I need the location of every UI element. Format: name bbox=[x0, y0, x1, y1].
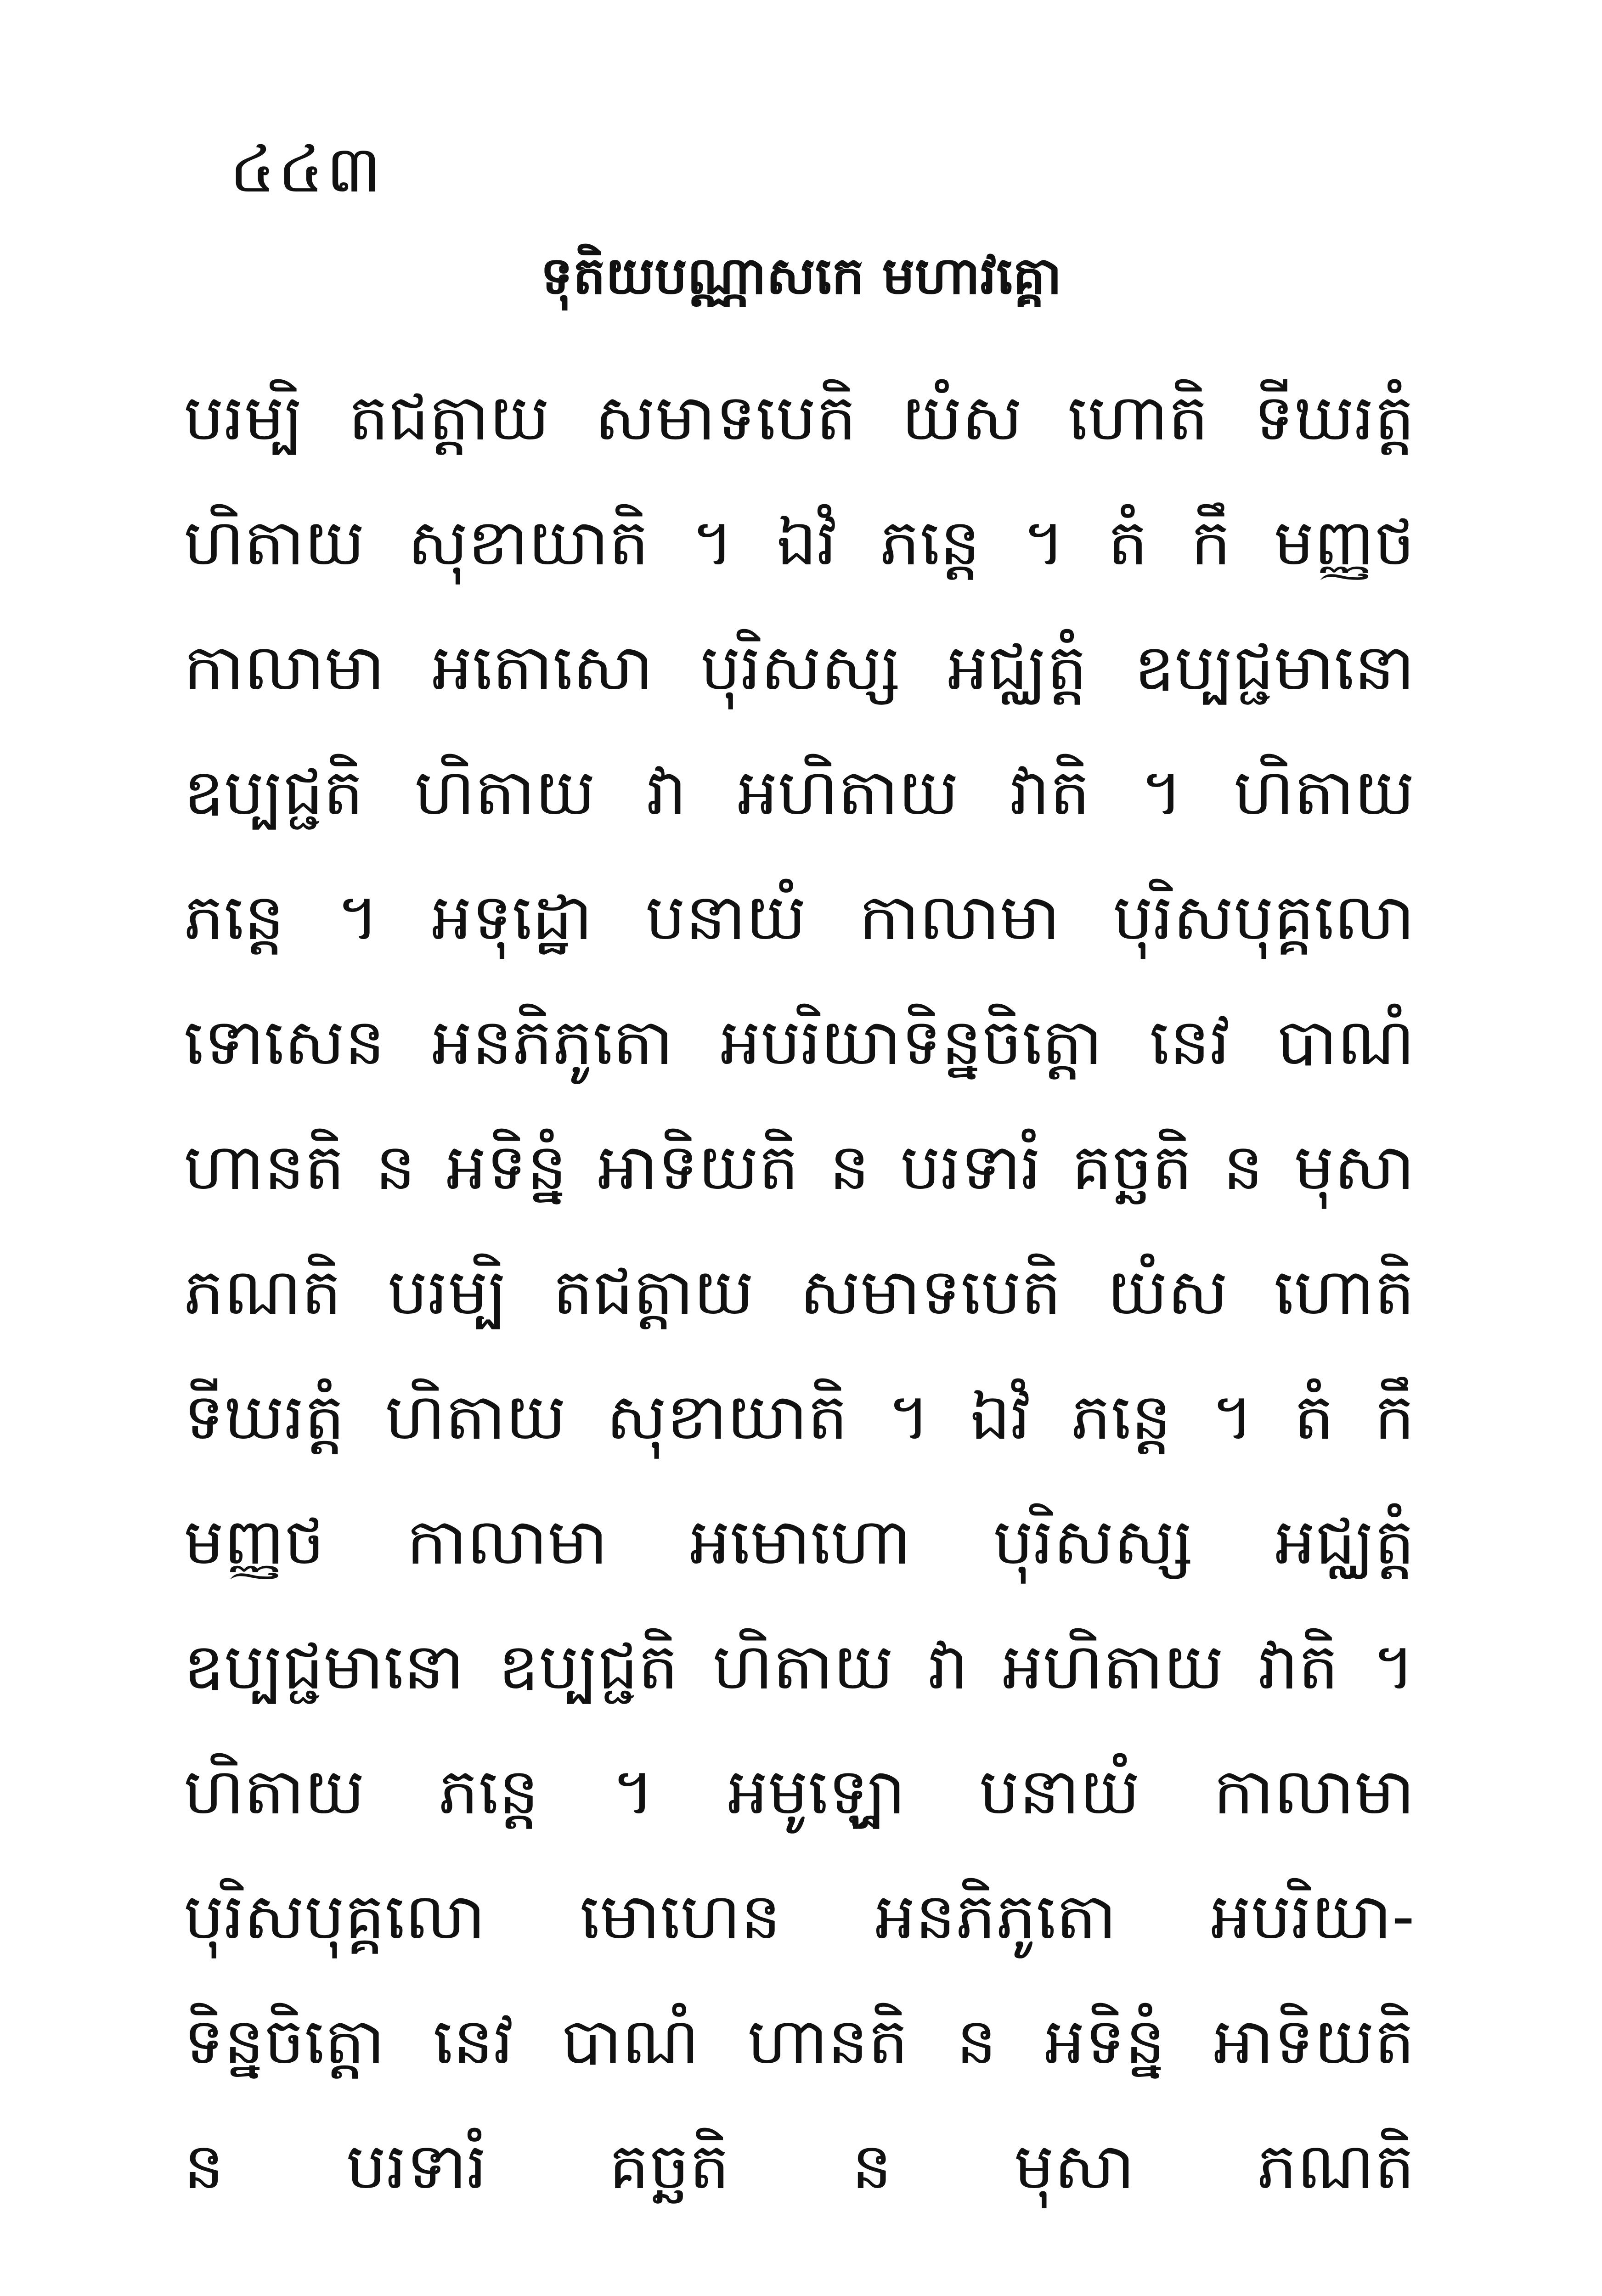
text-line-14: ទិន្នចិត្តោ នេវ បាណំ ហានតិ ន អទិន្នំ អាទិយតិ bbox=[184, 2004, 1415, 2078]
text-line-4: ឧប្បជ្ជតិ ហិតាយ វា អហិតាយ វាតិ ។ ហិតាយ bbox=[184, 755, 1415, 829]
text-line-15: ន បរទារំ គច្ឆតិ ន មុសា ភណតិ bbox=[184, 2129, 1415, 2203]
text-line-10: មញ្ញថ កាលាមា អមោហោ បុរិសស្ស អជ្ឈត្តំ bbox=[184, 1505, 1415, 1579]
text-line-1: បរម្បិ តជត្តាយ សមាទបេតិ យំស ហោតិ ទីឃរត្តំ bbox=[184, 381, 1415, 455]
page-number: ៤៤៣ bbox=[230, 132, 384, 207]
text-line-6: ទោសេន អនភិភូតោ អបរិយាទិន្នចិត្តោ នេវ បាណំ bbox=[184, 1005, 1415, 1079]
text-line-9: ទីឃរត្តំ ហិតាយ សុខាយាតិ ។ ឯវំ ភន្តេ ។ តំ កឹ bbox=[184, 1380, 1415, 1454]
text-line-13: បុរិសបុគ្គលោ មោហេន អនភិភូតោ អបរិយា- bbox=[184, 1880, 1415, 1953]
text-line-8: ភណតិ បរម្បិ តជត្តាយ សមាទបេតិ យំស ហោតិ bbox=[184, 1255, 1415, 1329]
text-line-5: ភន្តេ ។ អទុដ្ឋោ បនាយំ កាលាមា បុរិសបុគ្គលោ bbox=[184, 880, 1415, 954]
text-line-3: កាលាមា អតោសោ បុរិសស្ស អជ្ឈត្តំ ឧប្បជ្ជមានោ bbox=[184, 630, 1415, 704]
text-line-11: ឧប្បជ្ជមានោ ឧប្បជ្ជតិ ហិតាយ វា អហិតាយ វាតិ ។ bbox=[184, 1630, 1415, 1704]
body-text bbox=[184, 377, 1415, 2250]
text-line-7: ហានតិ ន អទិន្នំ អាទិយតិ ន បរទារំ គច្ឆតិ ន មុសា bbox=[184, 1130, 1415, 1204]
text-line-2: ហិតាយ សុខាយាតិ ។ ឯវំ ភន្តេ ។ តំ កឹ មញ្ញថ bbox=[184, 506, 1415, 580]
running-header: ទុតិយបណ្ណាសកេ មហាវគ្គោ bbox=[540, 246, 1062, 306]
text-line-12: ហិតាយ ភន្តេ ។ អមូឡ្ហោ បនាយំ កាលាមា bbox=[184, 1755, 1415, 1829]
